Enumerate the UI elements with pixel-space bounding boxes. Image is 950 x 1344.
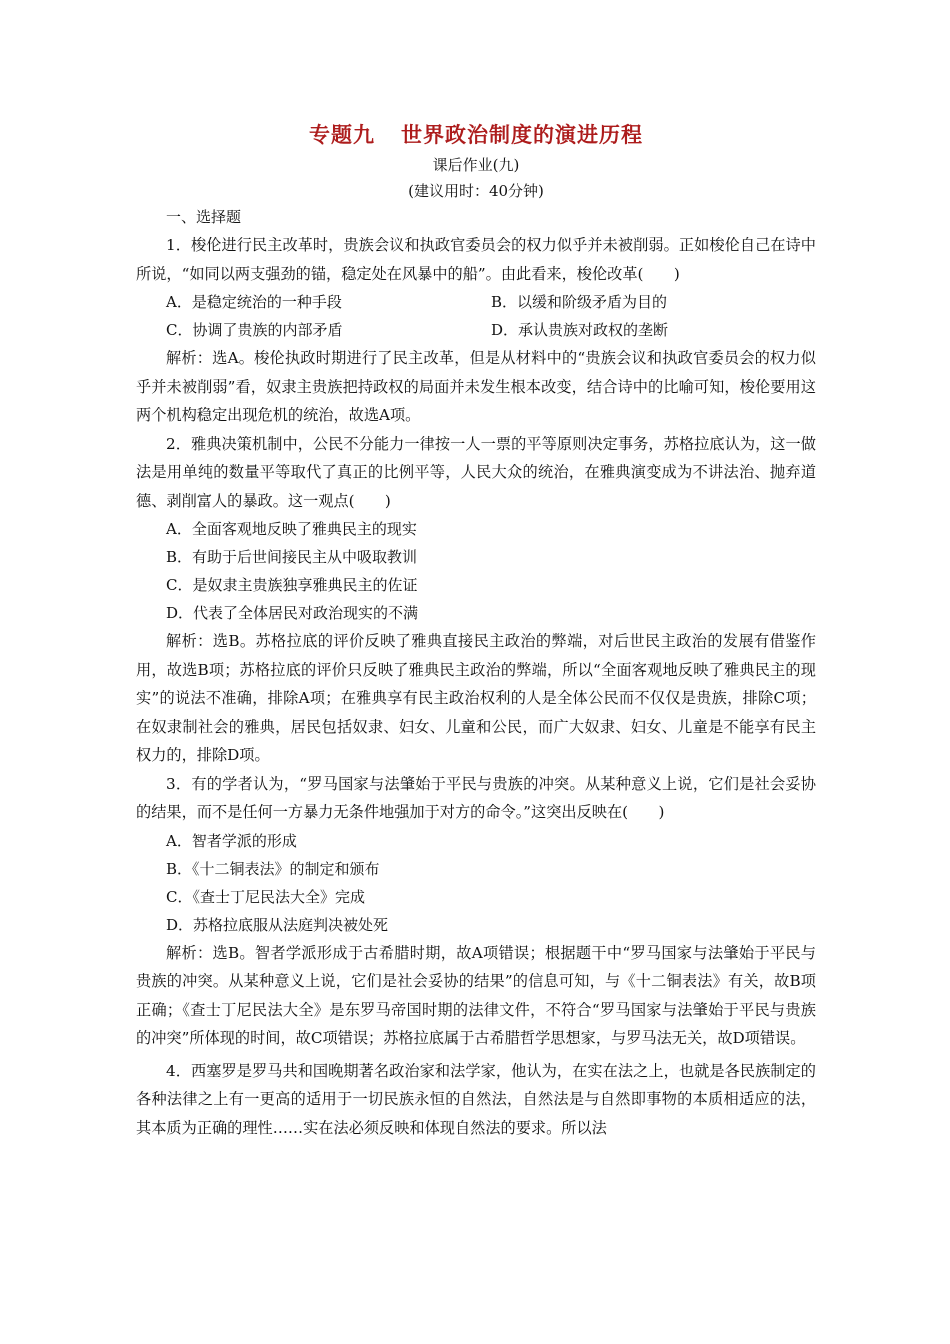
question-2-stem: 2．雅典决策机制中，公民不分能力一律按一人一票的平等原则决定事务，苏格拉底认为，这一做法是用单纯的数量平等取代了真正的比例平等，人民大众的统治，在雅典演变成为不讲法治、抛弃道德、剥削富人的暴政。这一观点( ) bbox=[136, 434, 816, 510]
question-3-option-a: A．智者学派的形成 bbox=[166, 831, 297, 850]
question-2-analysis: 解析：选B。苏格拉底的评价反映了雅典直接民主政治的弊端，对后世民主政治的发展有借鉴作用，故选B项；苏格拉底的评价只反映了雅典民主政治的弊端，所以“全面客观地反映了雅典民主的现实”的说法不准确，排除A项；在雅典享有民主政治权利的人是全体公民而不仅仅是贵族，排除C项；在奴隶制社会的雅典，居民包括奴隶、妇女、儿童和公民，而广大奴隶、妇女、儿童是不能享有民主权力的，排除D项。 bbox=[136, 632, 816, 764]
question-1-options-row-2 bbox=[136, 316, 816, 344]
question-1-option-d: D．承认贵族对政权的垄断 bbox=[491, 321, 669, 339]
title-text: 世界政治制度的演进历程 bbox=[401, 122, 643, 147]
title-topic: 专题九 bbox=[309, 122, 375, 147]
question-3-analysis: 解析：选B。智者学派形成于古希腊时期，故A项错误；根据题干中“罗马国家与法肇始于平民与贵族的冲突。从某种意义上说，它们是社会妥协的结果”的信息可知，与《十二铜表法》有关，故B项正确；《查士丁尼民法大全》是东罗马帝国时期的法律文件，不符合“罗马国家与法肇始于平民与贵族的冲突”所体现的时间，故C项错误；苏格拉底属于古希腊哲学思想家，与罗马法无关，故D项错误。 bbox=[136, 943, 816, 1047]
subtitle: 课后作业(九) bbox=[432, 156, 520, 174]
question-1-analysis: 解析：选A。梭伦执政时期进行了民主改革，但是从材料中的“贵族会议和执政官委员会的权力似乎并未被削弱”看，奴隶主贵族把持政权的局面并未发生根本改变，结合诗中的比喻可知，梭伦要用这两个机构稳定出现危机的统治，故选A项。 bbox=[136, 349, 816, 424]
document-content bbox=[136, 118, 816, 1142]
time-note: (建议用时：40分钟) bbox=[408, 182, 544, 200]
question-1-stem: 1．梭伦进行民主改革时，贵族会议和执政官委员会的权力似乎并未被削弱。正如梭伦自己在诗中所说，“如同以两支强劲的锚，稳定处在风暴中的船”。由此看来，梭伦改革( ) bbox=[136, 236, 816, 283]
question-3-option-d: D．苏格拉底服从法庭判决被处死 bbox=[166, 915, 389, 934]
question-1-option-c: C．协调了贵族的内部矛盾 bbox=[166, 321, 343, 339]
question-2-option-a: A．全面客观地反映了雅典民主的现实 bbox=[166, 520, 417, 538]
question-1-option-a: A．是稳定统治的一种手段 bbox=[166, 293, 342, 311]
question-4-stem: 4．西塞罗是罗马共和国晚期著名政治家和法学家，他认为，在实在法之上，也就是各民族制定的各种法律之上有一更高的适用于一切民族永恒的自然法，自然法是与自然即事物的本质相适应的法，其本质为正确的理性……实在法必须反映和体现自然法的要求。所以法 bbox=[136, 1061, 816, 1137]
question-1-options-row-1 bbox=[136, 288, 816, 316]
section-heading: 一、选择题 bbox=[166, 208, 242, 226]
question-2-option-b: B．有助于后世间接民主从中吸取教训 bbox=[166, 548, 418, 566]
page-title bbox=[136, 118, 816, 152]
question-3-option-b: B．《十二铜表法》的制定和颁布 bbox=[166, 859, 380, 878]
question-3-stem: 3．有的学者认为，“罗马国家与法肇始于平民与贵族的冲突。从某种意义上说，它们是社会妥协的结果，而不是任何一方暴力无条件地强加于对方的命令。”这突出反映在( ) bbox=[136, 774, 816, 821]
question-2-option-c: C．是奴隶主贵族独享雅典民主的佐证 bbox=[166, 576, 418, 594]
question-2-option-d: D．代表了全体居民对政治现实的不满 bbox=[166, 604, 419, 622]
question-1-option-b: B．以缓和阶级矛盾为目的 bbox=[491, 293, 668, 311]
question-3-option-c: C．《查士丁尼民法大全》完成 bbox=[166, 887, 365, 906]
